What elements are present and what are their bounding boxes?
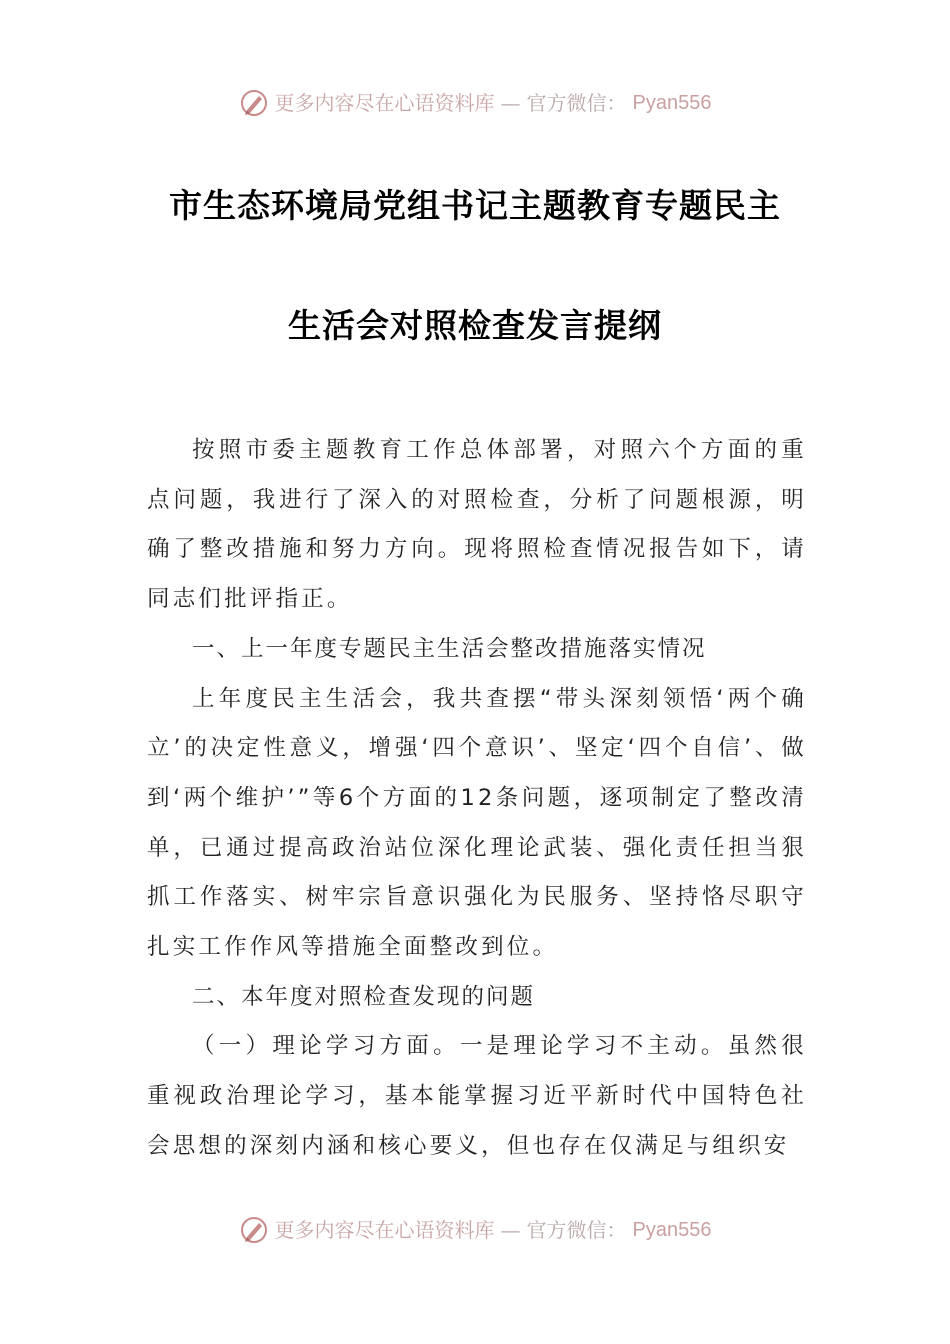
watermark-banner-top [0,86,950,120]
document-title-line2: 生活会对照检查发言提纲 [288,306,662,345]
document-body [147,426,807,1172]
watermark-wechat-id: Pyan556 [632,1219,712,1241]
paragraph-section-1: 上年度民主生活会，我共查摆“带头深刻领悟‘两个确立’的决定性意义，增强‘四个意识’、坚定‘四个自信’、做到‘两个维护’”等6个方面的12条问题，逐项制定了整改清单，已通过提高政治站位深化理论武装、强化责任担当狠抓工作落实、树牢宗旨意识强化为民服务、坚持恪尽职守扎实工作作风等措施全面整改到位。 [147,685,807,961]
watermark-main-text: 更多内容尽在心语资料库 [274,1218,495,1242]
paragraph-intro: 按照市委主题教育工作总体部署，对照六个方面的重点问题，我进行了深入的对照检查，分析了问题根源，明确了整改措施和努力方向。现将照检查情况报告如下，请同志们批评指正。 [147,437,807,613]
watermark-wechat-label: 官方微信： [526,91,627,115]
pen-logo-icon [239,88,269,118]
section-heading-1: 一、上一年度专题民主生活会整改措施落实情况 [192,635,707,662]
watermark-banner-bottom [0,1213,950,1247]
paragraph-theory-study: （一）理论学习方面。一是理论学习不主动。虽然很重视政治理论学习，基本能掌握习近平新时代中国特色社会思想的深刻内涵和核心要义，但也存在仅满足与组织安 [147,1033,807,1159]
document-title-line1: 市生态环境局党组书记主题教育专题民主 [169,186,781,225]
watermark-dash: — [500,91,521,115]
watermark-wechat-id: Pyan556 [632,92,712,114]
watermark-dash: — [500,1218,521,1242]
section-heading-2: 二、本年度对照检查发现的问题 [192,983,536,1010]
watermark-wechat-label: 官方微信： [526,1218,627,1242]
watermark-main-text: 更多内容尽在心语资料库 [274,91,495,115]
pen-logo-icon [239,1215,269,1245]
